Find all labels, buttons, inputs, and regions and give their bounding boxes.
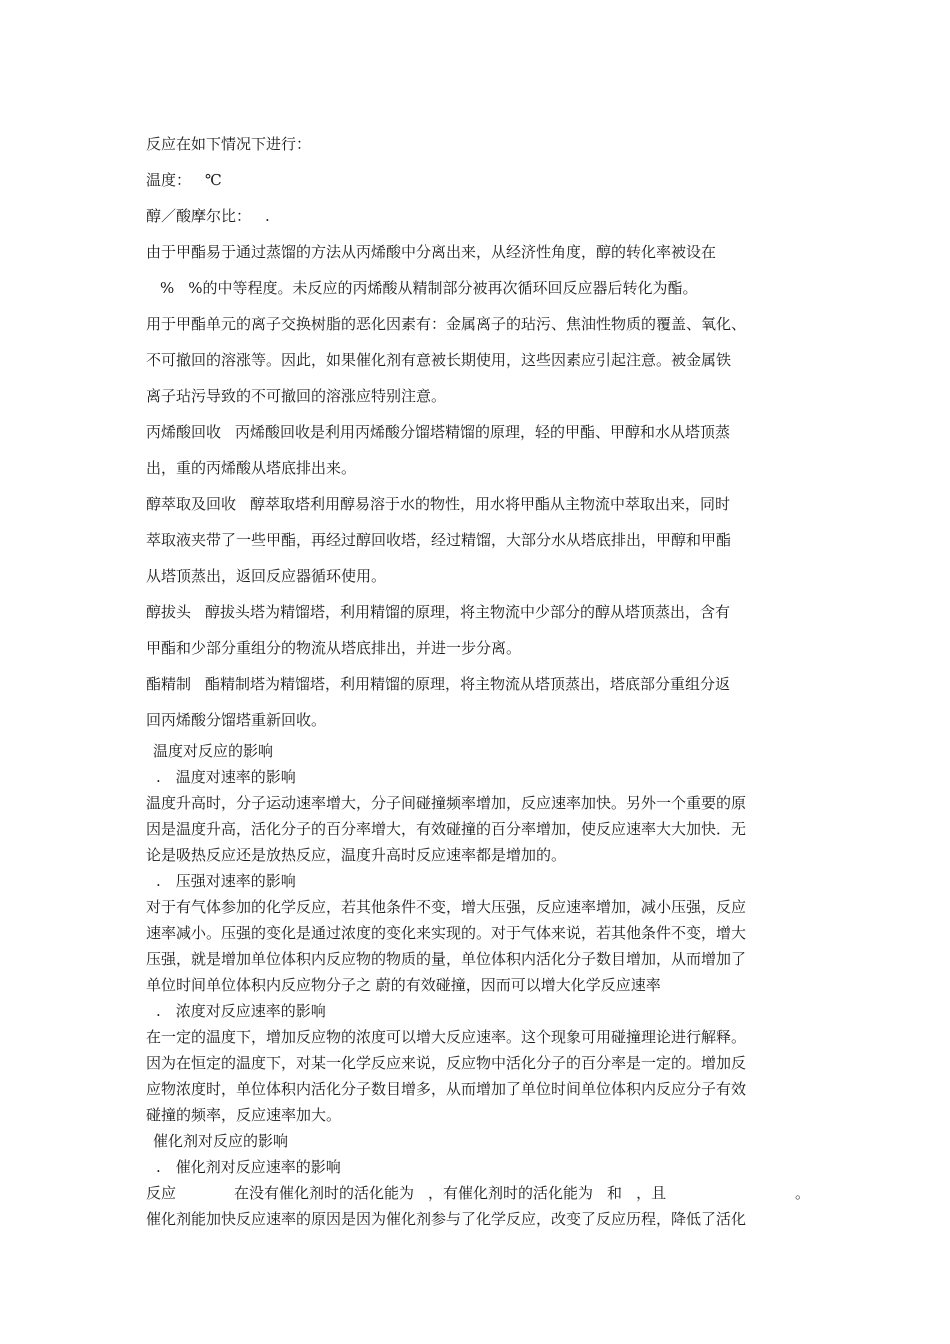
ratio-value: . <box>265 207 270 225</box>
pressure-line-3: 压强，就是增加单位体积内反应物的物质的量，单位体积内活化分子数目增加，从而增加了 <box>146 950 747 968</box>
catalyst-line-2: 催化剂能加快反应速率的原因是因为催化剂参与了化学反应，改变了反应历程，降低了活化 <box>146 1210 747 1228</box>
concentration-line-1: 在一定的温度下，增加反应物的浓度可以增大反应速率。这个现象可用碰撞理论进行解释。 <box>146 1028 747 1046</box>
catalyst-subheading: . 催化剂对反应速率的影响 <box>156 1158 341 1176</box>
conversion-percent-low: % <box>160 279 175 297</box>
alcohol-strip-title: 醇拔头 <box>146 603 192 621</box>
ester-refine-line-1: 酯精制 酯精制塔为精馏塔，利用精馏的原理，将主物流从塔顶蒸出，塔底部分重组分返 <box>146 675 731 693</box>
acid-recovery-title: 丙烯酸回收 <box>146 423 222 441</box>
acid-recovery-line-2: 出，重的丙烯酸从塔底排出来。 <box>146 459 357 477</box>
catalyst-heading: 催化剂对反应的影响 <box>153 1132 289 1150</box>
resin-line-1: 用于甲酯单元的离子交换树脂的恶化因素有：金属离子的玷污、焦油性物质的覆盖、氧化、 <box>146 315 747 333</box>
ratio-label: 醇／酸摩尔比： <box>146 207 252 225</box>
temperature-rate-line-2: 因是温度升高，活化分子的百分率增大，有效碰撞的百分率增加，使反应速率大大加快．无 <box>146 820 747 838</box>
acid-recovery-line-1: 丙烯酸回收 丙烯酸回收是利用丙烯酸分馏塔精馏的原理，轻的甲酯、甲醇和水从塔顶蒸 <box>146 423 731 441</box>
concentration-line-3: 应物浓度时，单位体积内活化分子数目增多，从而增加了单位时间单位体积内反应分子有效 <box>146 1080 747 1098</box>
ratio-line <box>146 198 810 234</box>
alcohol-extract-line-3: 从塔顶蒸出，返回反应器循环使用。 <box>146 567 387 585</box>
temperature-rate-line-3: 论是吸热反应还是放热反应，温度升高时反应速率都是增加的。 <box>146 846 567 864</box>
pressure-line-2: 速率减小。压强的变化是通过浓度的变化来实现的。对于气体来说，若其他条件不变，增大 <box>146 924 747 942</box>
concentration-line-4: 碰撞的频率，反应速率加大。 <box>146 1106 342 1124</box>
resin-line-2: 不可撤回的溶涨等。因此，如果催化剂有意被长期使用，这些因素应引起注意。被金属铁 <box>146 351 732 369</box>
catalyst-line-1: 反应 在没有催化剂时的活化能为 ，有催化剂时的活化能为 和 ，且 。 <box>146 1184 810 1202</box>
condition-title: 反应在如下情况下进行： <box>146 135 312 153</box>
pressure-line-1: 对于有气体参加的化学反应，若其他条件不变，增大压强，反应速率增加，减小压强，反应 <box>146 898 747 916</box>
ester-refine-title: 酯精制 <box>146 675 192 693</box>
concentration-line-2: 因为在恒定的温度下，对某一化学反应来说，反应物中活化分子的百分率是一定的。增加反 <box>146 1054 747 1072</box>
temperature-unit: ℃ <box>205 171 222 189</box>
alcohol-strip-line-2: 甲酯和少部分重组分的物流从塔底排出，并进一步分离。 <box>146 639 522 657</box>
temperature-label: 温度： <box>146 171 192 189</box>
alcohol-strip-line-1: 醇拔头 醇拔头塔为精馏塔，利用精馏的原理，将主物流中少部分的醇从塔顶蒸出，含有 <box>146 603 731 621</box>
alcohol-extract-line-2: 萃取液夹带了一些甲酯，再经过醇回收塔，经过精馏，大部分水从塔底排出，甲醇和甲酯 <box>146 531 732 549</box>
influence-section <box>146 738 810 1232</box>
process-section <box>146 126 810 738</box>
temperature-rate-line-1: 温度升高时，分子运动速率增大，分子间碰撞频率增加，反应速率加快。另外一个重要的原 <box>146 794 747 812</box>
resin-line-3: 离子玷污导致的不可撤回的溶涨应特别注意。 <box>146 387 447 405</box>
ester-refine-line-2: 回丙烯酸分馏塔重新回收。 <box>146 711 327 729</box>
pressure-subheading: . 压强对速率的影响 <box>156 872 296 890</box>
concentration-subheading: . 浓度对反应速率的影响 <box>156 1002 326 1020</box>
conversion-line-1: 由于甲酯易于通过蒸馏的方法从丙烯酸中分离出来，从经济性角度，醇的转化率被设在 <box>146 243 717 261</box>
conversion-percent-high: %的中等程度。未反应的丙烯酸从精制部分被再次循环回反应器后转化为酯。 <box>188 279 698 297</box>
pressure-line-4: 单位时间单位体积内反应物分子之 蔚的有效碰撞，因而可以增大化学反应速率 <box>146 976 661 994</box>
temperature-line <box>146 162 810 198</box>
alcohol-extract-title: 醇萃取及回收 <box>146 495 237 513</box>
temperature-rate-subheading: . 温度对速率的影响 <box>156 768 296 786</box>
conversion-line-2 <box>146 270 810 306</box>
temperature-effect-heading: 温度对反应的影响 <box>153 742 274 760</box>
alcohol-extract-line-1: 醇萃取及回收 醇萃取塔利用醇易溶于水的物性，用水将甲酯从主物流中萃取出来，同时 <box>146 495 731 513</box>
